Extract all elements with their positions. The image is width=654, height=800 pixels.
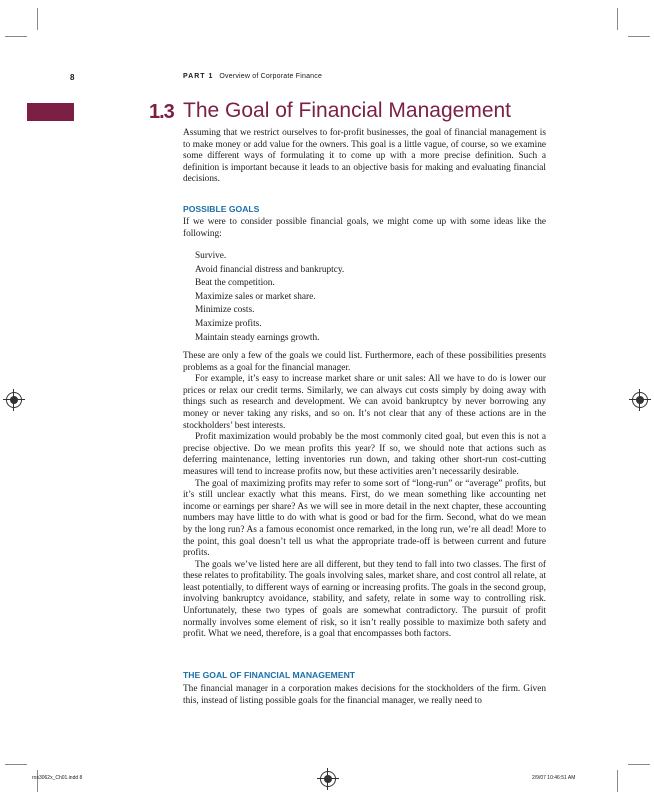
goals-lead [183, 217, 546, 240]
registration-mark-icon [320, 771, 336, 787]
goal-section-text: The financial manager in a corporation makes decisions for the stockholders of the firm. Given this, instead of listing possible goals for the financial manager, we really need to [183, 684, 546, 706]
section-title: The Goal of Financial Management [183, 99, 512, 122]
paragraph: The goal of maximizing profits may refer to some sort of “long-run” or “average” profits, but it’s still unclear exactly what this means. First, do we mean something like accounting net income or earnings per share? As we will see in more detail in the next chapter, these accounting numbers may have little to do with what is good or bad for the firm. Second, what do we mean by the long run? As a famous economist once remarked, in the long run, we’re all dead! More to the point, this goal doesn’t tell us what the appropriate trade-off is between current and future profits. [183, 478, 546, 559]
page-number: 8 [70, 73, 75, 82]
section-color-bar [27, 103, 74, 121]
goals-list [195, 250, 344, 345]
crop-mark [628, 36, 650, 37]
goals-lead-text: If we were to consider possible financial goals, we might come up with some ideas like the following: [183, 217, 546, 239]
list-item: Maintain steady earnings growth. [195, 332, 320, 343]
list-item: Survive. [195, 251, 227, 261]
slug-file: ros3062x_Ch01.indd 8 [32, 775, 83, 781]
paragraph: These are only a few of the goals we could list. Furthermore, each of these possibilities presents problems as a goal for the financial manager. [183, 351, 546, 373]
paragraph: Profit maximization would probably be the most commonly cited goal, but even this is not a precise objective. Do we mean profits this year? If so, we should note that actions such as deferring maintenance, letting inventories run down, and taking other short-run cost-cutting measures will tend to increase profits now, but these activities aren’t necessarily desirable. [183, 432, 546, 477]
goals-discussion [183, 351, 546, 641]
heading-goal-financial-management: THE GOAL OF FINANCIAL MANAGEMENT [183, 670, 356, 680]
crop-mark [37, 770, 38, 792]
crop-mark [617, 770, 618, 792]
crop-mark [5, 36, 27, 37]
list-item: Beat the competition. [195, 278, 275, 289]
heading-possible-goals: POSSIBLE GOALS [183, 204, 260, 214]
slug-timestamp: 2/9/07 10:46:51 AM [532, 775, 576, 781]
list-item: Maximize sales or market share. [195, 291, 316, 302]
intro-text: Assuming that we restrict ourselves to for-profit businesses, the goal of financial management is to make money or add value for the owners. This goal is a little vague, of course, so we examine some different ways of formulating it to come up with a more precise definition. Such a definition is important because it leads to an objective basis for making and evaluating financial decisions. [183, 128, 546, 185]
list-item: Minimize costs. [195, 305, 255, 316]
crop-mark [617, 8, 618, 30]
crop-mark [37, 8, 38, 30]
intro-paragraph [183, 128, 546, 186]
paragraph: The goals we’ve listed here are all different, but they tend to fall into two classes. The first of these relates to profitability. The goals involving sales, market share, and cost control all relate, at least potentially, to different ways of earning or increasing profits. The goals in the second group, involving bankruptcy avoidance, stability, and safety, relate in some way to controlling risk. Unfortunately, these two types of goals are somewhat contradictory. The pursuit of profit normally involves some element of risk, so it isn’t really possible to maximize both safety and profit. What we need, therefore, is a goal that encompasses both factors. [183, 559, 546, 640]
registration-mark-icon [6, 392, 22, 408]
section-number: 1.3 [149, 101, 174, 123]
list-item: Avoid financial distress and bankruptcy. [195, 264, 345, 275]
crop-mark [628, 764, 650, 765]
list-item: Maximize profits. [195, 318, 262, 329]
crop-mark [5, 764, 27, 765]
registration-mark-icon [632, 392, 648, 408]
part-label: PART 1 [183, 73, 214, 80]
part-title: Overview of Corporate Finance [219, 73, 323, 80]
running-header [183, 73, 322, 80]
goal-section-paragraph [183, 684, 546, 707]
paragraph: For example, it’s easy to increase market share or unit sales: All we have to do is lower our prices or relax our credit terms. Similarly, we can always cut costs simply by doing away with things such as research and development. We can avoid bankruptcy by never borrowing any money or never taking any risks, and so on. It’s not clear that any of these actions are in the stockholders’ best interests. [183, 374, 546, 431]
